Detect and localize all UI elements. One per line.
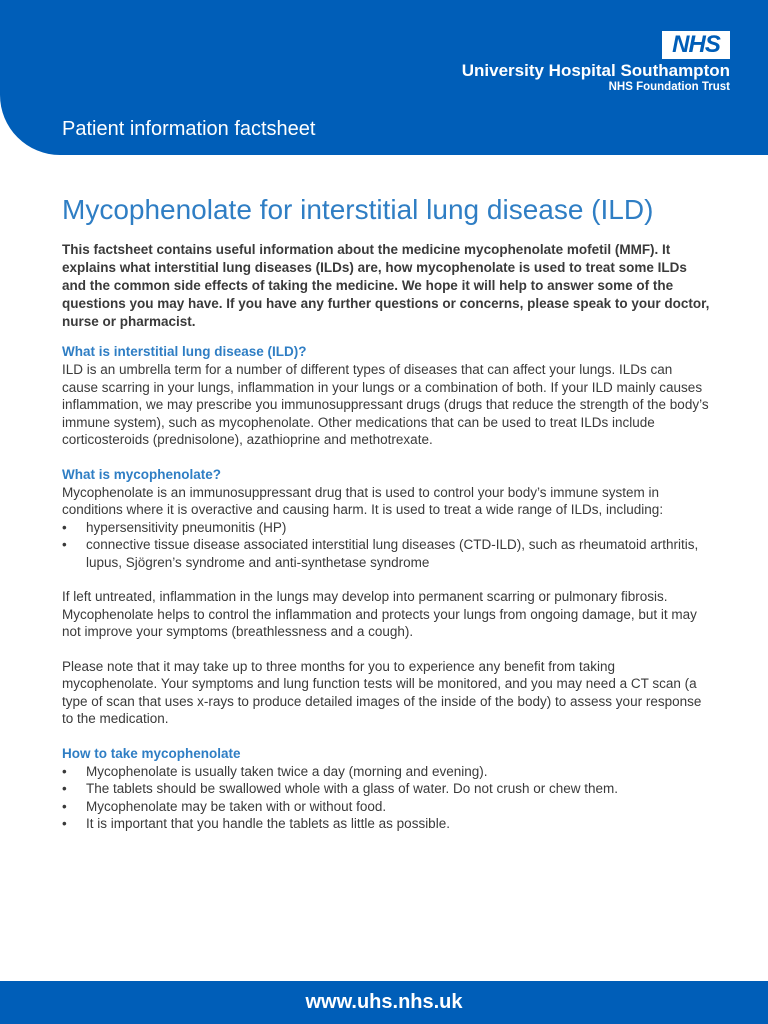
org-name: University Hospital Southampton — [461, 61, 730, 80]
ild-paragraph: ILD is an umbrella term for a number of different types of diseases that can affect your lungs. ILDs can cause scarring in your lungs, inflammation in your lungs or a combination of both. If your ILD mainly causes inflammation, we may prescribe you immunosuppressant drugs (drugs that reduce the strength of the body’s immune system), such as mycophenolate. Other medications that can be used to treat ILDs include corticosteroids (prednisolone), azathioprine and methotrexate. — [62, 362, 709, 447]
intro-paragraph: This factsheet contains useful information about the medicine mycophenolate mofetil (MMF). It explains what interstitial lung diseases (ILDs) are, how mycophenolate is used to treat some ILDs and the common side effects of taking the medicine. We hope it will help to answer some of the questions you may have. If you have any further questions or concerns, please speak to your doctor, nurse or pharmacist. — [62, 242, 710, 329]
bullet-mark: • — [62, 781, 67, 796]
bullet-mark: • — [62, 763, 67, 779]
header-band — [0, 0, 768, 155]
factsheet-label: Patient information factsheet — [62, 118, 316, 140]
bullet-mark: • — [62, 519, 67, 535]
bullet-mark: • — [62, 537, 67, 552]
list-item: • Mycophenolate may be taken with or without food. — [62, 798, 387, 814]
section-heading-what-is-mycophenolate: What is mycophenolate? — [62, 466, 222, 482]
bullet-mark: • — [62, 798, 67, 814]
untreated-paragraph: If left untreated, inflammation in the lungs may develop into permanent scarring or pulmonary fibrosis. Mycophenolate helps to control the inflammation and protects your lungs from ongoing damage, but it may not improve your symptoms (breathlessness and a cough). — [62, 589, 697, 639]
list-item: • connective tissue disease associated interstitial lung diseases (CTD-ILD), such as rheumatoid arthritis, lupus, Sjögren’s syndrome and anti-synthetase syndrome — [62, 537, 699, 570]
website-link[interactable]: www.uhs.nhs.uk — [305, 991, 463, 1013]
mycophenolate-paragraph: Mycophenolate is an immunosuppressant drug that is used to control your body’s immune system in conditions where it is overactive and causing harm. It is used to treat a wide range of ILDs, including: — [62, 484, 664, 517]
section-heading-how-to-take: How to take mycophenolate — [62, 745, 241, 761]
conditions-list — [62, 519, 712, 572]
document-body — [62, 193, 712, 850]
document-title: Mycophenolate for interstitial lung disease (ILD) — [62, 194, 654, 225]
list-item: • The tablets should be swallowed whole with a glass of water. Do not crush or chew them. — [62, 781, 619, 796]
org-subtitle: NHS Foundation Trust — [608, 81, 730, 93]
benefit-paragraph: Please note that it may take up to three months for you to experience any benefit from taking mycophenolate. Your symptoms and lung function tests will be monitored, and you may need a CT scan (a type of scan that uses x-rays to produce detailed images of the inside of the body) to assess your response to the medication. — [62, 658, 702, 726]
bullet-mark: • — [62, 816, 67, 831]
list-item: • hypersensitivity pneumonitis (HP) — [62, 519, 287, 535]
footer-band — [0, 981, 768, 1024]
nhs-logo-text: NHS — [672, 31, 720, 58]
list-item: • It is important that you handle the tablets as little as possible. — [62, 816, 450, 831]
instructions-list — [62, 763, 712, 833]
list-item: • Mycophenolate is usually taken twice a day (morning and evening). — [62, 763, 488, 779]
nhs-logo — [662, 31, 730, 59]
section-heading-what-is-ild: What is interstitial lung disease (ILD)? — [62, 344, 307, 359]
